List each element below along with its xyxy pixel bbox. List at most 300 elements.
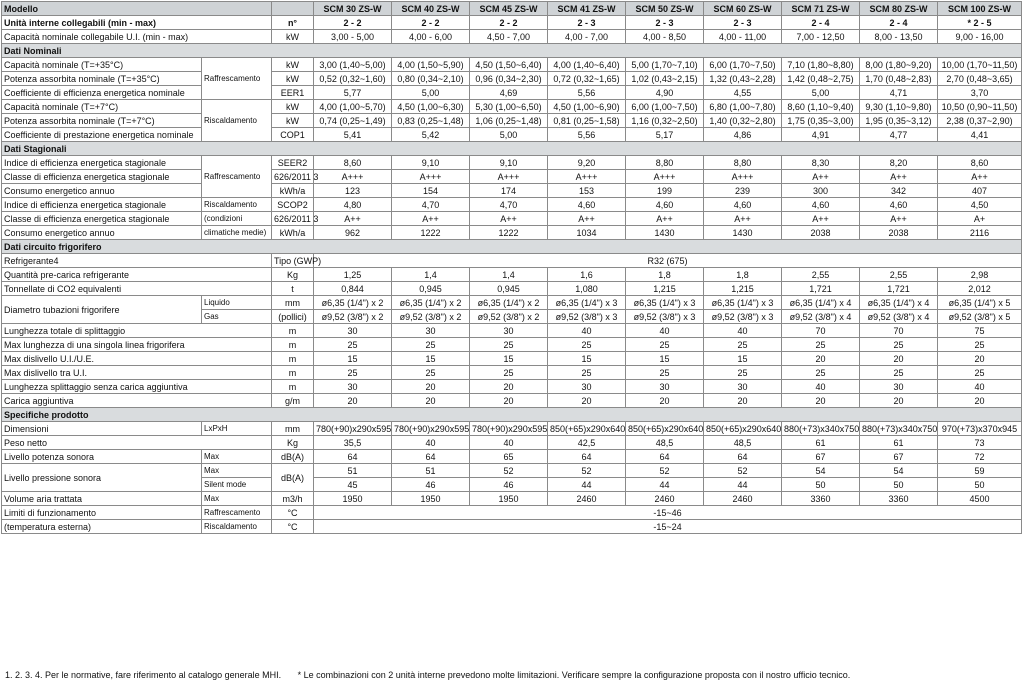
value-cell: 0,80 (0,34~2,10) [392, 72, 470, 86]
value-cell: 67 [782, 450, 860, 464]
value-cell: 174 [470, 184, 548, 198]
value-cell: A++ [860, 212, 938, 226]
value-cell: 6,00 (1,00~7,50) [626, 100, 704, 114]
row-label: Limiti di funzionamento [2, 506, 202, 520]
value-cell: 15 [470, 352, 548, 366]
row-label: Capacità nominale (T=+7°C) [2, 100, 202, 114]
value-cell: A+++ [548, 170, 626, 184]
value-cell: 40 [392, 436, 470, 450]
row-label: Unità interne collegabili (min - max) [2, 16, 272, 30]
spec-row [2, 268, 1022, 282]
value-cell: 8,00 - 13,50 [860, 30, 938, 44]
value-cell: 970(+73)x370x945 [938, 422, 1022, 436]
value-cell: ø6,35 (1/4") x 2 [392, 296, 470, 310]
value-cell: 0,81 (0,25~1,58) [548, 114, 626, 128]
spec-row [2, 30, 1022, 44]
value-cell: 52 [470, 464, 548, 478]
spec-row [2, 296, 1022, 310]
row-label: Max dislivello tra U.I. [2, 366, 272, 380]
unit-cell: Tipo (GWP) [272, 254, 314, 268]
value-cell: 50 [782, 478, 860, 492]
row-label: Potenza assorbita nominale (T=+7°C) [2, 114, 202, 128]
unit-cell: EER1 [272, 86, 314, 100]
row-label: Coefficiente di efficienza energetica nominale [2, 86, 202, 100]
value-cell: 25 [314, 338, 392, 352]
value-cell: 4,00 (1,50~5,90) [392, 58, 470, 72]
value-cell: ø9,52 (3/8") x 2 [314, 310, 392, 324]
value-cell: 2 - 2 [392, 16, 470, 30]
value-cell: 10,00 (1,70~11,50) [938, 58, 1022, 72]
value-cell: 20 [860, 352, 938, 366]
value-cell: 1,4 [470, 268, 548, 282]
value-cell: A++ [470, 212, 548, 226]
unit-cell: kW [272, 30, 314, 44]
footnote-standards: 1. 2. 3. 4. Per le normative, fare riferimento al catalogo generale MHI. [5, 670, 282, 680]
value-cell: 0,83 (0,25~1,48) [392, 114, 470, 128]
value-cell: 2 - 3 [704, 16, 782, 30]
value-cell: A++ [314, 212, 392, 226]
spec-row [2, 184, 1022, 198]
value-cell: 4,55 [704, 86, 782, 100]
value-cell: 5,17 [626, 128, 704, 142]
value-cell: 780(+90)x290x595 [470, 422, 548, 436]
row-label: Classe di efficienza energetica stagionale [2, 212, 202, 226]
unit-cell: mm [272, 296, 314, 310]
value-cell: 48,5 [626, 436, 704, 450]
value-cell: 8,80 [704, 156, 782, 170]
value-cell: ø6,35 (1/4") x 4 [782, 296, 860, 310]
value-cell: 4,60 [860, 198, 938, 212]
value-cell: * 2 - 5 [938, 16, 1022, 30]
unit-cell: kW [272, 100, 314, 114]
value-cell: 5,00 [782, 86, 860, 100]
value-cell: 5,77 [314, 86, 392, 100]
row-label: Max dislivello U.I./U.E. [2, 352, 272, 366]
value-cell: 70 [860, 324, 938, 338]
value-cell: 52 [548, 464, 626, 478]
unit-cell: m [272, 380, 314, 394]
unit-cell: m3/h [272, 492, 314, 506]
row-label: Tonnellate di CO2 equivalenti [2, 282, 272, 296]
value-cell: 1,8 [704, 268, 782, 282]
section-title: Specifiche prodotto [2, 408, 1022, 422]
value-cell: 20 [860, 394, 938, 408]
value-cell: 850(+65)x290x640 [704, 422, 782, 436]
value-cell: 30 [704, 380, 782, 394]
value-cell: A++ [782, 170, 860, 184]
value-cell: 2 - 4 [782, 16, 860, 30]
value-cell: 5,00 [392, 86, 470, 100]
row-label: Quantità pre-carica refrigerante [2, 268, 272, 282]
value-cell: 2116 [938, 226, 1022, 240]
value-cell: 40 [548, 324, 626, 338]
value-cell: 2038 [782, 226, 860, 240]
value-cell: ø6,35 (1/4") x 3 [548, 296, 626, 310]
unit-cell: kW [272, 72, 314, 86]
value-cell: A+ [938, 212, 1022, 226]
unit-cell: m [272, 338, 314, 352]
value-cell: 4,91 [782, 128, 860, 142]
value-cell: 7,00 - 12,50 [782, 30, 860, 44]
value-cell: 25 [470, 366, 548, 380]
value-cell: ø6,35 (1/4") x 3 [626, 296, 704, 310]
value-cell: 1950 [392, 492, 470, 506]
value-cell: 54 [860, 464, 938, 478]
value-cell: 4,80 [314, 198, 392, 212]
spec-sheet [1, 1, 1021, 680]
value-cell: SCM 60 ZS-W [704, 2, 782, 16]
value-cell: 64 [314, 450, 392, 464]
unit-cell: Kg [272, 436, 314, 450]
spec-row [2, 72, 1022, 86]
value-cell: 2,70 (0,48~3,65) [938, 72, 1022, 86]
value-cell: 20 [782, 352, 860, 366]
row-label: Volume aria trattata [2, 492, 202, 506]
value-cell: 2460 [548, 492, 626, 506]
value-cell: 40 [626, 324, 704, 338]
group-label: Raffrescamento [202, 58, 272, 100]
value-cell: A+++ [392, 170, 470, 184]
value-cell: 1,75 (0,35~3,00) [782, 114, 860, 128]
value-cell: 1430 [626, 226, 704, 240]
section-circuito [2, 240, 1022, 254]
value-cell: 15 [392, 352, 470, 366]
value-cell: A++ [704, 212, 782, 226]
value-cell: A+++ [626, 170, 704, 184]
unit-cell: kW [272, 58, 314, 72]
value-cell: 1,721 [782, 282, 860, 296]
value-cell: 75 [938, 324, 1022, 338]
value-cell: 25 [860, 366, 938, 380]
spec-row [2, 366, 1022, 380]
value-cell: 25 [704, 338, 782, 352]
value-cell: 2 - 3 [626, 16, 704, 30]
value-cell: 51 [314, 464, 392, 478]
value-cell: 1950 [470, 492, 548, 506]
row-label: Classe di efficienza energetica stagionale [2, 170, 202, 184]
value-cell: 1,32 (0,43~2,28) [704, 72, 782, 86]
spec-row [2, 324, 1022, 338]
value-cell: ø9,52 (3/8") x 2 [392, 310, 470, 324]
value-cell: 8,30 [782, 156, 860, 170]
value-cell: 2460 [626, 492, 704, 506]
row-label: Indice di efficienza energetica stagionale [2, 156, 202, 170]
value-cell: 1,4 [392, 268, 470, 282]
value-cell: ø6,35 (1/4") x 2 [470, 296, 548, 310]
value-cell: 5,56 [548, 128, 626, 142]
value-cell: 1,70 (0,48~2,83) [860, 72, 938, 86]
value-cell: ø6,35 (1/4") x 3 [704, 296, 782, 310]
unit-cell: Kg [272, 268, 314, 282]
spec-row [2, 100, 1022, 114]
value-cell: ø9,52 (3/8") x 3 [548, 310, 626, 324]
value-cell: 300 [782, 184, 860, 198]
value-cell: ø6,35 (1/4") x 2 [314, 296, 392, 310]
spec-row [2, 464, 1022, 478]
value-cell: 9,00 - 16,00 [938, 30, 1022, 44]
value-cell: SCM 50 ZS-W [626, 2, 704, 16]
value-cell: 4,00 - 7,00 [548, 30, 626, 44]
value-cell: 40 [470, 436, 548, 450]
value-cell: 30 [314, 324, 392, 338]
value-cell: 25 [704, 366, 782, 380]
value-cell: 70 [782, 324, 860, 338]
spec-row [2, 16, 1022, 30]
value-cell: 1,95 (0,35~3,12) [860, 114, 938, 128]
value-cell: SCM 40 ZS-W [392, 2, 470, 16]
value-cell: 2 - 2 [314, 16, 392, 30]
value-cell: 0,72 (0,32~1,65) [548, 72, 626, 86]
value-cell: 25 [782, 366, 860, 380]
value-cell: 153 [548, 184, 626, 198]
value-cell: 25 [938, 366, 1022, 380]
value-cell: SCM 45 ZS-W [470, 2, 548, 16]
value-cell: A+++ [704, 170, 782, 184]
value-cell: 5,30 (1,00~6,50) [470, 100, 548, 114]
value-cell: 30 [860, 380, 938, 394]
value-cell: 4,70 [392, 198, 470, 212]
row-label: Consumo energetico annuo [2, 184, 202, 198]
value-cell: 54 [782, 464, 860, 478]
value-cell: 8,20 [860, 156, 938, 170]
value-cell: 1,215 [626, 282, 704, 296]
value-cell: 3,00 (1,40~5,00) [314, 58, 392, 72]
unit-cell: dB(A) [272, 450, 314, 464]
value-cell: 8,00 (1,80~9,20) [860, 58, 938, 72]
group-label: climatiche medie) [202, 226, 272, 240]
unit-cell: 626/2011 3 [272, 170, 314, 184]
value-cell: 2 - 2 [470, 16, 548, 30]
value-cell: 0,96 (0,34~2,30) [470, 72, 548, 86]
unit-cell: g/m [272, 394, 314, 408]
row-label: Peso netto [2, 436, 272, 450]
section-title: Dati Stagionali [2, 142, 1022, 156]
value-cell: 4,00 - 8,50 [626, 30, 704, 44]
value-cell: 20 [704, 394, 782, 408]
unit-cell: kWh/a [272, 184, 314, 198]
value-cell: A++ [626, 212, 704, 226]
value-cell: 20 [938, 352, 1022, 366]
value-cell: 4,50 (1,00~6,90) [548, 100, 626, 114]
sub-label: Liquido [202, 296, 272, 310]
spec-row [2, 282, 1022, 296]
spec-row [2, 352, 1022, 366]
section-title: Dati circuito frigorifero [2, 240, 1022, 254]
value-cell: 4,71 [860, 86, 938, 100]
spec-row [2, 436, 1022, 450]
value-cell: 51 [392, 464, 470, 478]
value-cell: 407 [938, 184, 1022, 198]
value-cell: 4,41 [938, 128, 1022, 142]
value-cell: 15 [314, 352, 392, 366]
value-cell: 4,77 [860, 128, 938, 142]
value-cell: 61 [860, 436, 938, 450]
value-cell: 2 - 3 [548, 16, 626, 30]
value-cell: A+++ [314, 170, 392, 184]
value-cell: 9,20 [548, 156, 626, 170]
sub-label: Max [202, 492, 272, 506]
value-cell: 880(+73)x340x750 [782, 422, 860, 436]
value-cell: 3360 [782, 492, 860, 506]
value-cell: 15 [626, 352, 704, 366]
value-cell: 52 [626, 464, 704, 478]
value-cell: 44 [548, 478, 626, 492]
row-label: Coefficiente di prestazione energetica nominale [2, 128, 202, 142]
unit-cell: m [272, 324, 314, 338]
value-cell: 46 [392, 478, 470, 492]
value-cell: 2,012 [938, 282, 1022, 296]
value-cell: SCM 30 ZS-W [314, 2, 392, 16]
value-cell: 30 [626, 380, 704, 394]
spec-row [2, 394, 1022, 408]
value-cell: 4,50 - 7,00 [470, 30, 548, 44]
value-cell: ø9,52 (3/8") x 2 [470, 310, 548, 324]
sub-label: Raffrescamento [202, 506, 272, 520]
value-cell: 880(+73)x340x750 [860, 422, 938, 436]
spec-row [2, 58, 1022, 72]
unit-cell: kW [272, 114, 314, 128]
value-cell: 7,10 (1,80~8,80) [782, 58, 860, 72]
value-cell: 1,40 (0,32~2,80) [704, 114, 782, 128]
value-cell: 25 [626, 338, 704, 352]
sub-label: Silent mode [202, 478, 272, 492]
value-cell: 2,55 [782, 268, 860, 282]
value-cell: 4,60 [626, 198, 704, 212]
value-cell: ø9,52 (3/8") x 5 [938, 310, 1022, 324]
spec-row [2, 338, 1022, 352]
value-cell: 780(+90)x290x595 [314, 422, 392, 436]
value-cell: 64 [626, 450, 704, 464]
value-cell: 1,215 [704, 282, 782, 296]
value-cell: 1950 [314, 492, 392, 506]
value-cell: 20 [314, 394, 392, 408]
value-cell: 44 [626, 478, 704, 492]
value-cell: 30 [314, 380, 392, 394]
value-cell: ø9,52 (3/8") x 4 [782, 310, 860, 324]
unit-cell: kWh/a [272, 226, 314, 240]
value-cell: ø9,52 (3/8") x 4 [860, 310, 938, 324]
unit-cell: 626/2011 3 [272, 212, 314, 226]
value-cell: A++ [860, 170, 938, 184]
value-cell: 52 [704, 464, 782, 478]
spec-row [2, 254, 1022, 268]
sub-label: Riscaldamento [202, 520, 272, 534]
value-cell: 2 - 4 [860, 16, 938, 30]
value-cell: 35,5 [314, 436, 392, 450]
row-label: Capacità nominale collegabile U.I. (min - max) [2, 30, 272, 44]
value-cell: 4,00 (1,40~6,40) [548, 58, 626, 72]
unit-cell: n° [272, 16, 314, 30]
row-label: Carica aggiuntiva [2, 394, 272, 408]
value-cell: 1,06 (0,25~1,48) [470, 114, 548, 128]
spec-row [2, 492, 1022, 506]
footnote-combinations: * Le combinazioni con 2 unità interne prevedono molte limitazioni. Verificare sempre la configurazione proposta con il nostro ufficio tecnico. [297, 670, 851, 680]
value-cell: 8,60 [938, 156, 1022, 170]
value-cell: 61 [782, 436, 860, 450]
value-cell: 4,00 - 11,00 [704, 30, 782, 44]
value-cell: 6,00 (1,70~7,50) [704, 58, 782, 72]
header-label: Modello [2, 2, 272, 16]
value-cell: 25 [314, 366, 392, 380]
value-cell: A++ [938, 170, 1022, 184]
value-cell: 25 [392, 366, 470, 380]
value-cell: 0,52 (0,32~1,60) [314, 72, 392, 86]
sub-label: LxPxH [202, 422, 272, 436]
value-cell: 0,74 (0,25~1,49) [314, 114, 392, 128]
group-label: Riscaldamento [202, 100, 272, 142]
value-cell: 15 [704, 352, 782, 366]
value-cell: 9,10 [470, 156, 548, 170]
value-cell: 850(+65)x290x640 [548, 422, 626, 436]
value-cell: 73 [938, 436, 1022, 450]
value-cell: 1430 [704, 226, 782, 240]
value-cell: 20 [392, 380, 470, 394]
value-cell: 9,10 [392, 156, 470, 170]
value-cell: -15~24 [314, 520, 1022, 534]
value-cell: 4,00 (1,00~5,70) [314, 100, 392, 114]
row-label: Lunghezza splittaggio senza carica aggiuntiva [2, 380, 272, 394]
value-cell: 4,50 [938, 198, 1022, 212]
value-cell: 4,70 [470, 198, 548, 212]
value-cell: 40 [704, 324, 782, 338]
value-cell: 2,38 (0,37~2,90) [938, 114, 1022, 128]
value-cell: 4500 [938, 492, 1022, 506]
value-cell: -15~46 [314, 506, 1022, 520]
value-cell: 5,00 (1,70~7,10) [626, 58, 704, 72]
row-label: Dimensioni [2, 422, 202, 436]
value-cell: 40 [938, 380, 1022, 394]
group-label: Raffrescamento [202, 156, 272, 198]
value-cell: 25 [938, 338, 1022, 352]
value-cell: 1,6 [548, 268, 626, 282]
value-cell: 1,42 (0,48~2,75) [782, 72, 860, 86]
value-cell: SCM 41 ZS-W [548, 2, 626, 16]
value-cell: 2,55 [860, 268, 938, 282]
spec-row [2, 156, 1022, 170]
spec-row [2, 506, 1022, 520]
value-cell: A++ [548, 212, 626, 226]
value-cell: 1222 [470, 226, 548, 240]
sub-label: Max [202, 450, 272, 464]
value-cell: 780(+90)x290x595 [392, 422, 470, 436]
unit-cell: SCOP2 [272, 198, 314, 212]
unit-cell: SEER2 [272, 156, 314, 170]
value-cell: 0,945 [470, 282, 548, 296]
value-cell: 25 [782, 338, 860, 352]
unit-cell: dB(A) [272, 464, 314, 492]
footnotes [5, 670, 1021, 681]
value-cell: 20 [626, 394, 704, 408]
value-cell: 46 [470, 478, 548, 492]
value-cell: 64 [392, 450, 470, 464]
value-cell: 6,80 (1,00~7,80) [704, 100, 782, 114]
unit-cell: mm [272, 422, 314, 436]
value-cell: 4,50 (1,50~6,40) [470, 58, 548, 72]
unit-cell: COP1 [272, 128, 314, 142]
value-cell: 1,721 [860, 282, 938, 296]
value-cell: 3360 [860, 492, 938, 506]
value-cell: 20 [392, 394, 470, 408]
value-cell: 1222 [392, 226, 470, 240]
value-cell: 962 [314, 226, 392, 240]
value-cell: 20 [782, 394, 860, 408]
row-label: Lunghezza totale di splittaggio [2, 324, 272, 338]
spec-table [1, 1, 1022, 534]
value-cell: 45 [314, 478, 392, 492]
value-cell: 1,080 [548, 282, 626, 296]
value-cell: 65 [470, 450, 548, 464]
value-cell: SCM 71 ZS-W [782, 2, 860, 16]
